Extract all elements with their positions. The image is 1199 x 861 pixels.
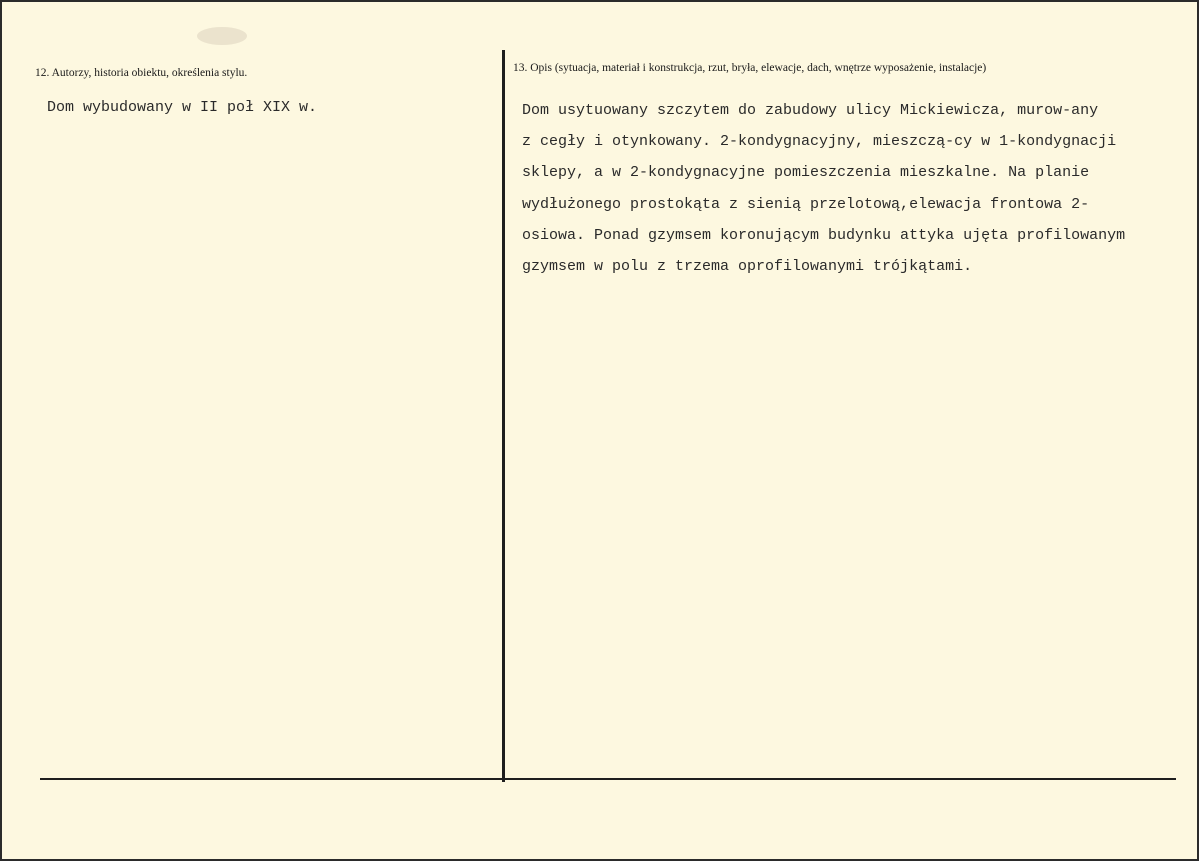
horizontal-divider bbox=[40, 778, 1176, 780]
description-line: gzymsem w polu z trzema oprofilowanymi trójkątami. bbox=[522, 258, 973, 276]
description-line: osiowa. Ponad gzymsem koronującym budynku attyka ujęta profilowanym bbox=[522, 226, 1126, 244]
section-12-heading: 12. Autorzy, historia obiektu, określenia stylu. bbox=[35, 67, 248, 79]
section-13-text bbox=[522, 95, 1192, 282]
section-13-heading: 13. Opis (sytuacja, materiał i konstrukcja, rzut, bryła, elewacje, dach, wnętrze wyposażenie, instalacje) bbox=[513, 62, 987, 74]
description-line: z cegły i otynkowany. 2-kondygnacyjny, mieszczą-cy w 1-kondygnacji bbox=[522, 133, 1117, 151]
section-12-text: Dom wybudowany w II poł XIX w. bbox=[47, 99, 318, 116]
description-line: sklepy, a w 2-kondygnacyjne pomieszczenia mieszkalne. Na planie bbox=[522, 164, 1090, 182]
paper-smudge bbox=[197, 27, 247, 45]
description-line: wydłużonego prostokąta z sienią przelotową,elewacja frontowa 2- bbox=[522, 195, 1090, 213]
description-line: Dom usytuowany szczytem do zabudowy ulicy Mickiewicza, murow-any bbox=[522, 102, 1099, 119]
vertical-divider bbox=[502, 50, 505, 782]
